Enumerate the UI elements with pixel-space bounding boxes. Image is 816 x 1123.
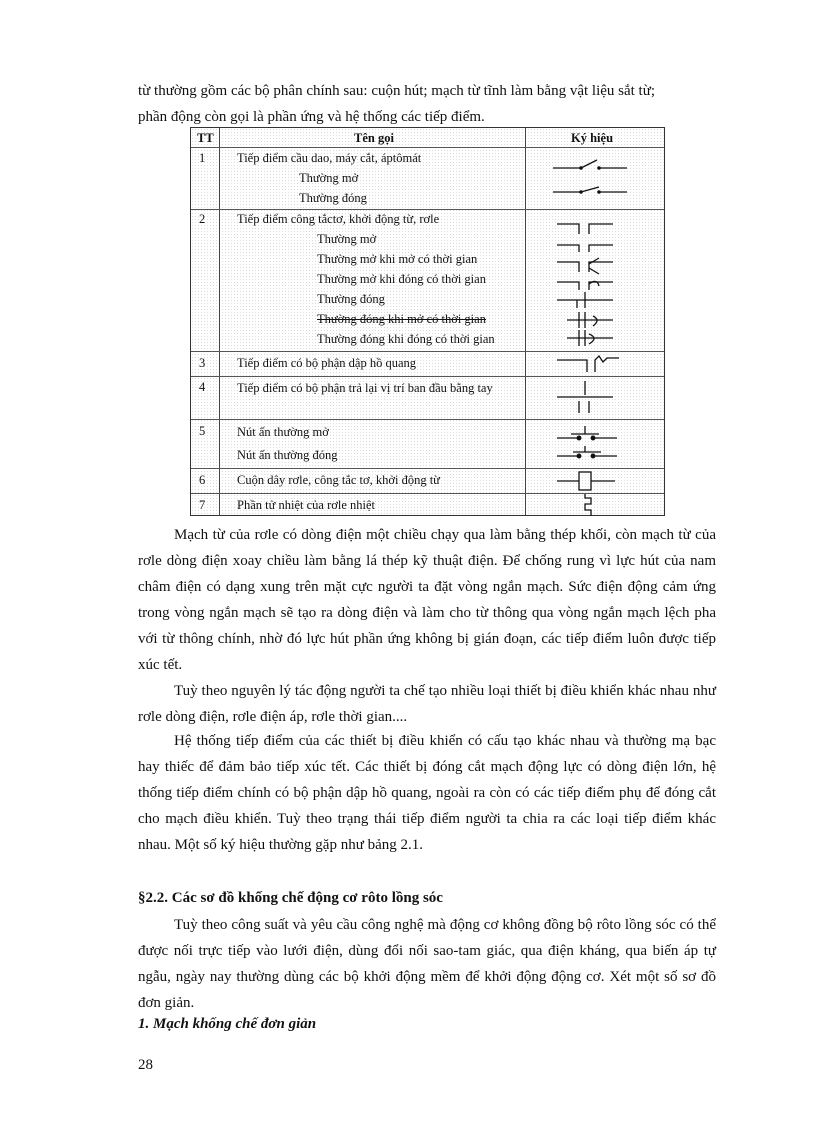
row-sub: Thường đóng khi đóng có thời gian [317,332,495,346]
body-paragraph-2: Tuỳ theo nguyên lý tác động người ta chế tạo nhiều loại thiết bị điều khiển khác nhau như rơle dòng điện, rơle điện áp, rơle thời gian.... [138,683,716,725]
row-sub: Thường đóng [299,191,367,205]
header-tt: TT [197,131,214,145]
row-number: 3 [199,356,206,370]
header-name: Tên gọi [354,131,394,145]
row-number: 6 [199,473,206,487]
manual-reset-symbol [527,377,665,419]
row-number: 2 [199,212,206,226]
row-sub: Thường mở [317,232,377,246]
contact-no-symbol [527,212,665,350]
page-number: 28 [138,1057,153,1073]
header-symbol: Ký hiệu [571,131,614,145]
row-title: Tiếp điểm có bộ phận dập hồ quang [237,356,417,370]
body-paragraph-3: Hệ thống tiếp điểm của các thiết bị điều khiển có cấu tạo khác nhau và thường mạ bạc hay thiếc để đảm bảo tiếp xúc tết. Các thiết bị đóng cắt mạch động lực có dòng điện lớn, hệ thống tiếp điểm chính có bộ phận dập hồ quang, ngoài ra còn có các tiếp điểm phụ để đóng cắt cho mạch điều khiển. Tuỳ theo trạng thái tiếp điểm người ta chia ra các loại tiếp điểm khác nhau. Một số ký hiệu thường gặp như bảng 2.1. [138,733,716,853]
table-row [191,494,664,516]
section-paragraph: Tuỳ theo công suất và yêu cầu công nghệ mà động cơ không đồng bộ rôto lồng sóc có thể được nối trực tiếp vào lưới điện, dùng đổi nối sao-tam giác, qua điện kháng, qua biến áp tự ngẫu, ngày nay thường dùng các bộ khởi động mềm để khởi động động cơ. Xét một số sơ đồ đơn giản. [138,917,716,1011]
row-title: Tiếp điểm cầu dao, máy cắt, áptômát [237,151,422,165]
table-row [191,148,664,210]
subsection-title: 1. Mạch khống chế đơn giản [138,1016,317,1032]
intro-line-1: từ thường gồm các bộ phân chính sau: cuộn hút; mạch từ tĩnh làm bằng vật liệu sắt từ; [138,83,656,99]
coil-symbol [527,469,665,493]
row-sub: Nút ấn thường mở [237,425,329,439]
row-sub: Thường mở khi đóng có thời gian [317,272,486,286]
table-row [191,469,664,494]
row-number: 5 [199,424,206,438]
symbol-table [190,127,665,516]
thermal-element-symbol [527,494,665,516]
table-row [191,377,664,420]
push-button-symbol [527,420,665,468]
table-header-row [191,128,664,148]
row-sub: Nút ấn thường đóng [237,448,338,462]
row-title: Tiếp điểm có bộ phận trả lại vị trí ban đầu bằng tay [237,381,493,395]
arc-chute-symbol [527,352,665,376]
row-sub: Thường đóng khi mở có thời gian [317,312,486,326]
body-paragraph-1: Mạch từ của rơle có dòng điện một chiều chạy qua làm bằng thép khối, còn mạch từ của rơle dòng điện xoay chiều làm bằng lá thép kỹ thuật điện. Để chống rung vì lực hút của nam châm điện có dạng xung trên mặt cực người ta đặt vòng ngắn mạch. Sức điện động cảm ứng trong vòng ngắn mạch sẽ tạo ra dòng điện và làm cho từ thông qua vòng ngắn mạch lệch pha với từ thông chính, nhờ đó lực hút phần ứng không bị gián đoạn, các tiếp điểm luôn được tiếp xúc tết. [138,527,716,673]
row-title: Phần tử nhiệt của rơle nhiệt [237,498,376,512]
row-number: 7 [199,498,206,512]
row-sub: Thường đóng [317,292,385,306]
section-title: §2.2. Các sơ đồ khống chế động cơ rôto lồng sóc [138,890,443,906]
row-sub: Thường mở khi mở có thời gian [317,252,478,266]
table-row [191,352,664,377]
row-title: Cuộn dây rơle, công tắc tơ, khởi động từ [237,473,440,487]
row-sub: Thường mở [299,171,359,185]
row-number: 1 [199,151,206,165]
table-row [191,420,664,469]
row-title: Tiếp điểm công tắctơ, khởi động từ, rơle [237,212,440,226]
table-row [191,210,664,352]
switch-open-symbol [527,156,665,200]
intro-line-2: phần động còn gọi là phần ứng và hệ thống các tiếp điểm. [138,109,485,125]
row-number: 4 [199,380,206,394]
